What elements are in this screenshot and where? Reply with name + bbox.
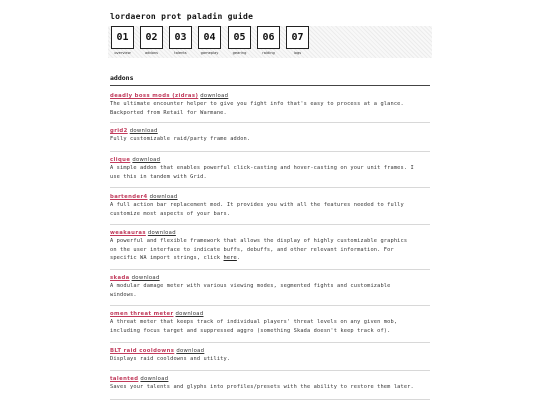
nav-item-addons[interactable] bbox=[140, 26, 163, 58]
description-line: The ultimate encounter helper to give you fight info that's easy to process at a glance. bbox=[110, 101, 404, 107]
download-link[interactable]: download bbox=[176, 348, 205, 354]
download-link[interactable]: download bbox=[149, 194, 178, 200]
section-heading: addons bbox=[110, 74, 134, 82]
addon-description bbox=[110, 201, 432, 218]
nav-caption: gearing bbox=[232, 51, 247, 55]
addon-divider bbox=[110, 151, 430, 152]
description-text: . bbox=[236, 255, 241, 262]
description-line: including focus target and suppressed aggro (something Skada doesn't keep track of). bbox=[110, 327, 391, 334]
addon-name-link[interactable]: weakauras bbox=[110, 230, 146, 236]
addon-name-link[interactable]: clique bbox=[110, 157, 131, 163]
addon-divider bbox=[110, 342, 430, 343]
nav-number: 07 bbox=[286, 26, 309, 49]
addon-name-link[interactable]: talented bbox=[110, 376, 139, 382]
description-line: A full action bar replacement mod. It provides you with all the features needed to fully bbox=[110, 202, 404, 208]
addon-description bbox=[110, 355, 432, 364]
addon-divider bbox=[110, 187, 430, 188]
addon-entry bbox=[110, 93, 432, 117]
addon-description bbox=[110, 383, 432, 392]
download-link[interactable]: download bbox=[140, 376, 169, 382]
wa-strings-here-link[interactable]: here bbox=[223, 255, 237, 262]
nav-item-logs[interactable] bbox=[286, 26, 309, 58]
addon-entry bbox=[110, 194, 432, 218]
section-nav bbox=[108, 26, 432, 58]
addon-description bbox=[110, 282, 432, 299]
nav-item-gameplay[interactable] bbox=[198, 26, 221, 58]
nav-caption: gameplay bbox=[200, 51, 219, 55]
addon-name-link[interactable]: skada bbox=[110, 275, 130, 281]
description-line: A modular damage meter with various viewing modes, segmented fights and customizable bbox=[110, 283, 391, 289]
description-line: windows. bbox=[110, 291, 137, 298]
description-line: A simple addon that enables powerful click-casting and hover-casting on your unit frames. I bbox=[110, 165, 414, 171]
addon-name-link[interactable]: bartender4 bbox=[110, 194, 148, 200]
nav-number: 06 bbox=[257, 26, 280, 49]
description-line: A powerful and flexible framework that allows the display of highly customizable graphics bbox=[110, 238, 408, 244]
addon-entry bbox=[110, 311, 432, 335]
nav-caption: logs bbox=[293, 51, 302, 55]
addon-entry bbox=[110, 230, 432, 263]
addon-description bbox=[110, 237, 432, 263]
nav-item-raiding[interactable] bbox=[257, 26, 280, 58]
addon-name-link[interactable]: grid2 bbox=[110, 128, 128, 134]
description-line: Backported from Retail for Warmane. bbox=[110, 109, 227, 116]
download-link[interactable]: download bbox=[129, 128, 158, 134]
addon-description bbox=[110, 135, 432, 144]
download-link[interactable]: download bbox=[131, 275, 160, 281]
addon-divider bbox=[110, 370, 430, 371]
description-line: Displays raid cooldowns and utility. bbox=[110, 356, 231, 362]
description-line bbox=[110, 254, 432, 263]
addon-divider bbox=[110, 224, 430, 225]
nav-number: 04 bbox=[198, 26, 221, 49]
nav-caption: addons bbox=[144, 51, 159, 55]
download-link[interactable]: download bbox=[147, 230, 176, 236]
description-text: specific WA import strings, click bbox=[110, 255, 224, 262]
addon-name-link[interactable]: BLT raid cooldowns bbox=[110, 348, 175, 354]
site-title: lordaeron prot paladin guide bbox=[110, 12, 254, 21]
nav-item-gearing[interactable] bbox=[228, 26, 251, 58]
nav-caption: overview bbox=[114, 51, 131, 55]
addon-entry bbox=[110, 376, 432, 392]
download-link[interactable]: download bbox=[132, 157, 161, 163]
addon-entry bbox=[110, 275, 432, 299]
nav-number: 01 bbox=[111, 26, 134, 49]
addon-name-link[interactable]: omen threat meter bbox=[110, 311, 174, 317]
nav-item-talents[interactable] bbox=[169, 26, 192, 58]
addon-divider bbox=[110, 305, 430, 306]
nav-number: 05 bbox=[228, 26, 251, 49]
download-link[interactable]: download bbox=[175, 311, 204, 317]
download-link[interactable]: download bbox=[200, 93, 229, 99]
nav-number: 03 bbox=[169, 26, 192, 49]
description-line: A threat meter that keeps track of individual players' threat levels on any given mob, bbox=[110, 319, 398, 325]
addon-entry bbox=[110, 128, 432, 144]
description-line: Saves your talents and glyphs into profiles/presets with the ability to restore them later. bbox=[110, 384, 414, 390]
nav-number: 02 bbox=[140, 26, 163, 49]
nav-caption: talents bbox=[174, 51, 187, 55]
addon-entry bbox=[110, 348, 432, 364]
addon-divider bbox=[110, 399, 430, 400]
description-line: Fully customizable raid/party frame addon. bbox=[110, 136, 251, 142]
description-line: customize most aspects of your bars. bbox=[110, 210, 231, 217]
description-line: use this in tandem with Grid. bbox=[110, 173, 207, 180]
description-line: on the user interface to indicate buffs, debuffs, and other relevant information. For bbox=[110, 246, 394, 253]
nav-caption: raiding bbox=[262, 51, 275, 55]
addon-description bbox=[110, 318, 432, 335]
heading-divider bbox=[110, 85, 430, 86]
addon-description bbox=[110, 100, 432, 117]
addon-divider bbox=[110, 269, 430, 270]
addon-name-link[interactable]: deadly boss mods (zidras) bbox=[110, 93, 199, 99]
nav-item-overview[interactable] bbox=[111, 26, 134, 58]
addon-description bbox=[110, 164, 432, 181]
addon-divider bbox=[110, 122, 430, 123]
addon-entry bbox=[110, 157, 432, 181]
